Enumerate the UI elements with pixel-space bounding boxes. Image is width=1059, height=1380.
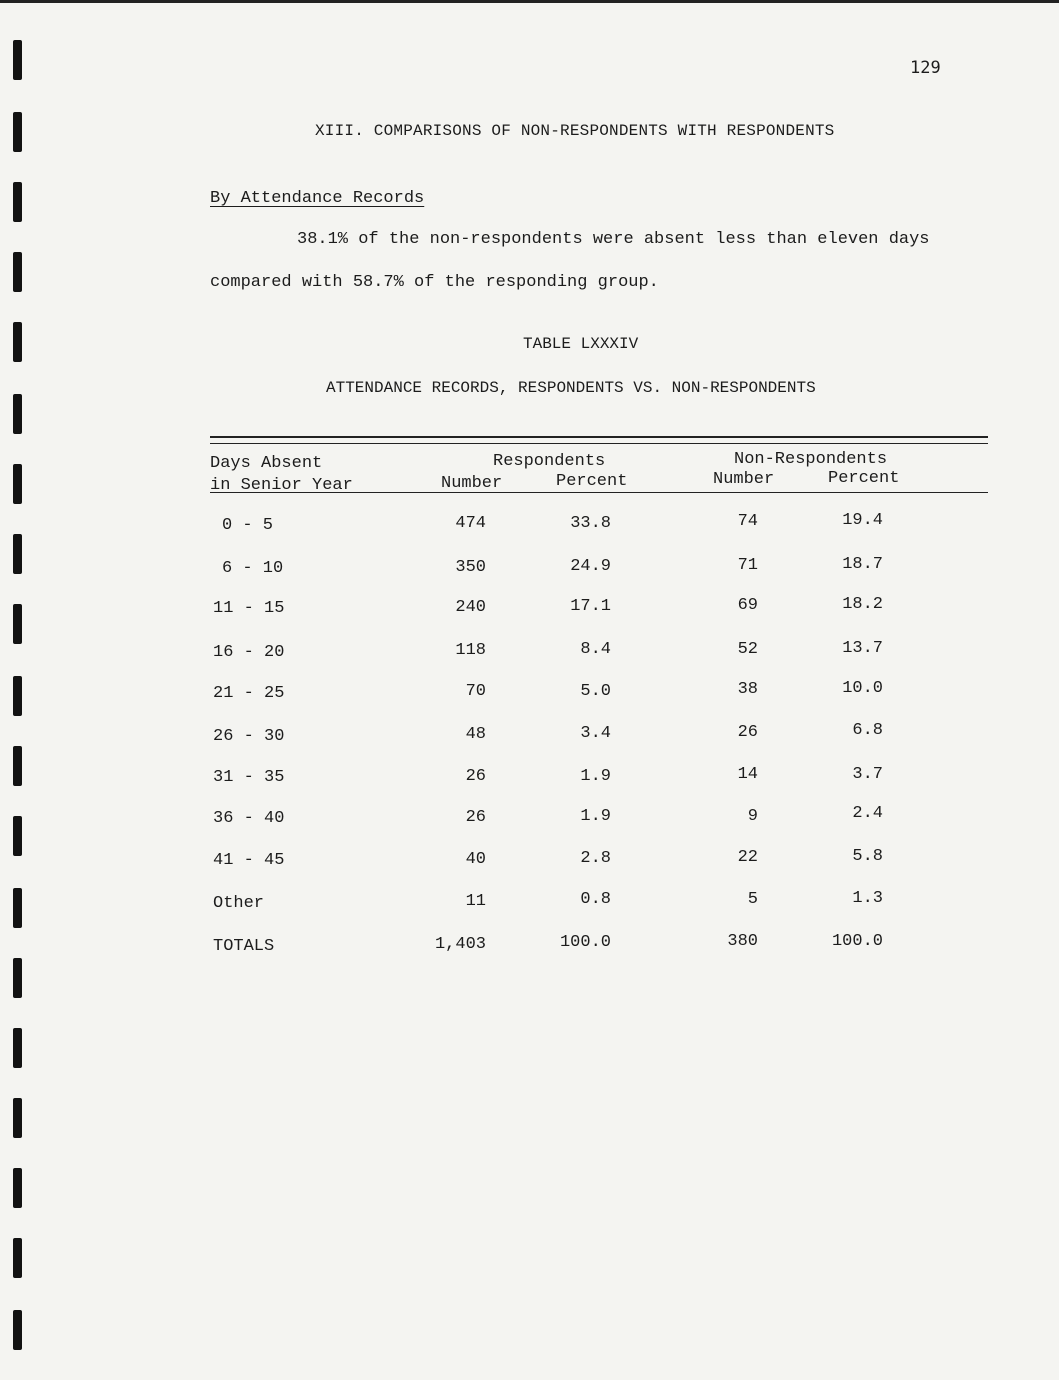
- binding-hole: [13, 40, 22, 80]
- table-top-rule-2: [210, 443, 988, 444]
- cell-resp-percent: 8.4: [580, 640, 611, 659]
- cell-non-percent: 19.4: [842, 511, 883, 530]
- cell-resp-number: 1,403: [434, 935, 486, 954]
- cell-days: 26 - 30: [213, 727, 285, 746]
- cell-non-number: 380: [727, 932, 758, 951]
- cell-resp-number: 118: [455, 641, 486, 660]
- binding-hole: [13, 112, 22, 152]
- cell-non-number: 69: [737, 596, 758, 615]
- cell-resp-number: 48: [465, 725, 486, 744]
- binding-hole: [13, 676, 22, 716]
- binding-hole: [13, 958, 22, 998]
- paragraph-line-1: 38.1% of the non-respondents were absent less than eleven days: [297, 230, 930, 249]
- header-resp-percent: Percent: [556, 472, 628, 491]
- binding-hole: [13, 888, 22, 928]
- cell-non-percent: 3.7: [852, 765, 883, 784]
- cell-non-number: 26: [737, 723, 758, 742]
- cell-resp-percent: 100.0: [559, 933, 611, 952]
- cell-days: 36 - 40: [213, 809, 285, 828]
- cell-resp-number: 474: [455, 514, 486, 533]
- cell-non-percent: 10.0: [842, 679, 883, 698]
- header-respondents: Respondents: [493, 452, 606, 471]
- paragraph-line-2: compared with 58.7% of the responding group.: [210, 273, 659, 292]
- binding-hole: [13, 1028, 22, 1068]
- cell-non-number: 22: [737, 848, 758, 867]
- cell-non-number: 5: [747, 890, 758, 909]
- cell-non-number: 71: [737, 556, 758, 575]
- cell-resp-number: 240: [455, 598, 486, 617]
- cell-days: Other: [213, 894, 265, 913]
- header-resp-number: Number: [441, 474, 503, 493]
- cell-resp-percent: 2.8: [580, 849, 611, 868]
- cell-resp-percent: 17.1: [570, 597, 611, 616]
- cell-days: TOTALS: [213, 937, 275, 956]
- binding-hole: [13, 534, 22, 574]
- cell-days: 21 - 25: [213, 684, 285, 703]
- page-top-edge: [0, 0, 1059, 3]
- cell-non-number: 52: [737, 640, 758, 659]
- cell-resp-percent: 3.4: [580, 724, 611, 743]
- binding-hole: [13, 1238, 22, 1278]
- cell-resp-number: 11: [465, 892, 486, 911]
- cell-days: 16 - 20: [213, 643, 285, 662]
- cell-non-number: 9: [747, 807, 758, 826]
- header-non-respondents: Non-Respondents: [734, 450, 888, 469]
- binding-hole: [13, 394, 22, 434]
- cell-non-percent: 5.8: [852, 847, 883, 866]
- cell-resp-number: 26: [465, 767, 486, 786]
- cell-non-number: 38: [737, 680, 758, 699]
- header-non-number: Number: [713, 470, 775, 489]
- cell-days: 0 - 5: [222, 516, 274, 535]
- header-non-percent: Percent: [828, 469, 900, 488]
- binding-hole: [13, 1098, 22, 1138]
- binding-hole: [13, 1310, 22, 1350]
- cell-non-percent: 18.7: [842, 555, 883, 574]
- cell-resp-number: 40: [465, 850, 486, 869]
- cell-non-percent: 2.4: [852, 804, 883, 823]
- cell-days: 11 - 15: [213, 599, 285, 618]
- cell-days: 41 - 45: [213, 851, 285, 870]
- binding-hole: [13, 746, 22, 786]
- header-days-absent: Days Absent: [210, 454, 323, 473]
- binding-hole: [13, 182, 22, 222]
- cell-resp-percent: 1.9: [580, 807, 611, 826]
- cell-resp-percent: 5.0: [580, 682, 611, 701]
- cell-non-percent: 13.7: [842, 639, 883, 658]
- binding-hole: [13, 604, 22, 644]
- cell-non-percent: 1.3: [852, 889, 883, 908]
- cell-resp-number: 70: [465, 682, 486, 701]
- cell-non-number: 14: [737, 765, 758, 784]
- binding-hole: [13, 464, 22, 504]
- section-title: XIII. COMPARISONS OF NON-RESPONDENTS WITH RESPONDENTS: [315, 122, 835, 140]
- page-number: 129: [910, 58, 941, 78]
- header-underline: [210, 492, 988, 493]
- binding-hole: [13, 322, 22, 362]
- header-in-senior-year: in Senior Year: [210, 476, 353, 495]
- cell-days: 6 - 10: [222, 559, 284, 578]
- table-title: ATTENDANCE RECORDS, RESPONDENTS VS. NON-RESPONDENTS: [326, 379, 816, 397]
- cell-resp-percent: 33.8: [570, 514, 611, 533]
- cell-non-percent: 18.2: [842, 595, 883, 614]
- cell-non-percent: 6.8: [852, 721, 883, 740]
- table-top-rule: [210, 436, 988, 438]
- cell-resp-percent: 1.9: [580, 767, 611, 786]
- cell-days: 31 - 35: [213, 768, 285, 787]
- cell-non-number: 74: [737, 512, 758, 531]
- subheading: By Attendance Records: [210, 189, 425, 208]
- cell-non-percent: 100.0: [831, 932, 883, 951]
- cell-resp-percent: 24.9: [570, 557, 611, 576]
- cell-resp-percent: 0.8: [580, 890, 611, 909]
- cell-resp-number: 26: [465, 808, 486, 827]
- table-label: TABLE LXXXIV: [523, 335, 639, 353]
- binding-hole: [13, 816, 22, 856]
- binding-hole: [13, 252, 22, 292]
- cell-resp-number: 350: [455, 558, 486, 577]
- binding-hole: [13, 1168, 22, 1208]
